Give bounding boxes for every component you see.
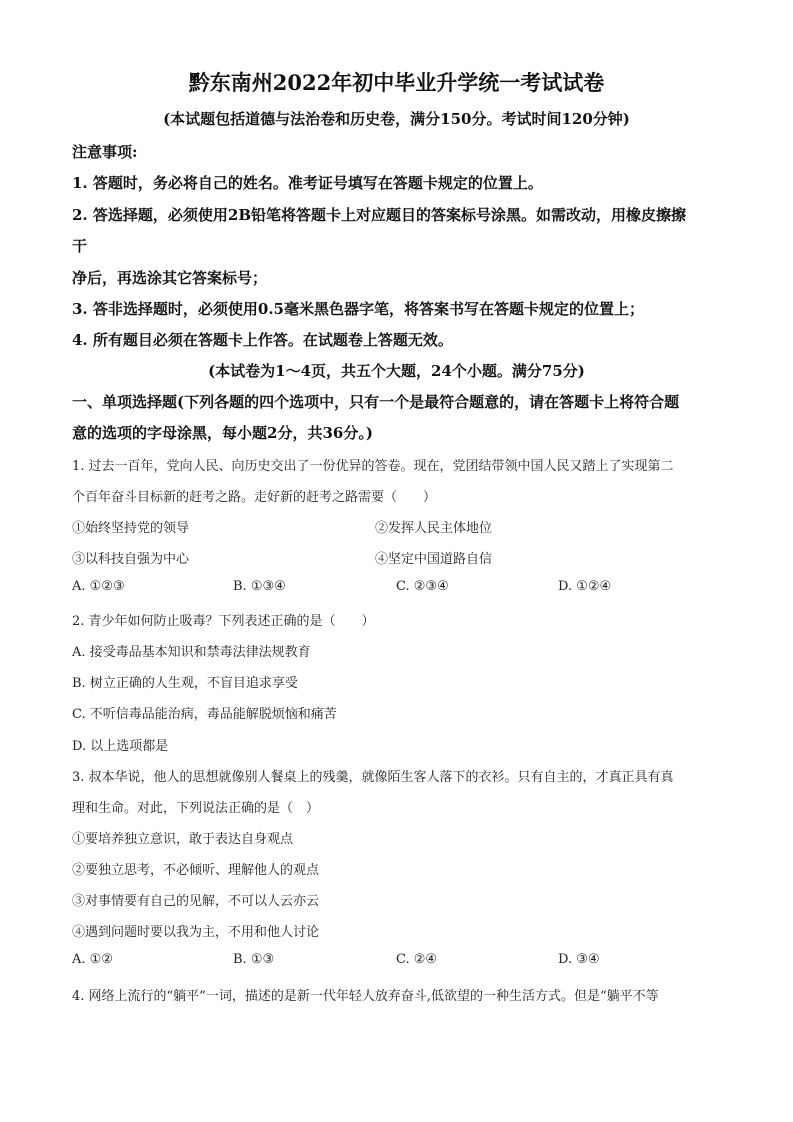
statement-item: ②要独立思考，不必倾听、理解他人的观点 xyxy=(72,863,320,878)
notice-item: 3. 答非选择题时，必须使用0.5毫米黑色器字笔，将答案书写在答题卡规定的位置上； xyxy=(72,300,644,318)
notice-item: 4. 所有题目必须在答题卡上作答。在试题卷上答题无效。 xyxy=(72,331,453,349)
choice-b: B. ①③④ xyxy=(233,579,286,594)
choice-b: B. 树立正确的人生观，不盲目追求享受 xyxy=(72,676,298,691)
choice-a: A. ①② xyxy=(72,952,113,967)
choice-c: C. ②③④ xyxy=(396,579,449,594)
statement-item: ①始终坚持党的领导 xyxy=(72,521,190,536)
notice-item: 干 xyxy=(72,237,88,255)
choice-d: D. 以上选项都是 xyxy=(72,739,169,754)
statement-item: ③以科技自强为中心 xyxy=(72,552,190,567)
notice-item: 净后，再选涂其它答案标号； xyxy=(72,269,268,287)
question-stem: 1. 过去一百年，党向人民、向历史交出了一份优异的答卷。现在，党团结带领中国人民又踏上了实现第二 xyxy=(72,459,674,474)
statement-item: ③对事情要有自己的见解，不可以人云亦云 xyxy=(72,894,320,909)
statement-item: ④坚定中国道路自信 xyxy=(375,552,493,567)
choice-c: C. ②④ xyxy=(396,952,438,967)
paper-info: (本试卷为1～4页，共五个大题，24个小题。满分75分) xyxy=(208,362,585,380)
choice-c: C. 不听信毒品能治病，毒品能解脱烦恼和痛苦 xyxy=(72,707,337,722)
choice-a: A. 接受毒品基本知识和禁毒法律法规教育 xyxy=(72,645,311,660)
notice-item: 2. 答选择题，必须使用2B铅笔将答题卡上对应题目的答案标号涂黑。如需改动，用橡皮擦擦 xyxy=(72,206,687,224)
question-stem: 3. 叔本华说，他人的思想就像别人餐桌上的残羹，就像陌生客人落下的衣衫。只有自主的，才真正具有真 xyxy=(72,770,674,785)
section-heading-cont: 意的选项的字母涂黑，每小题2分，共36分。) xyxy=(72,424,373,442)
statement-item: ④遇到问题时要以我为主，不用和他人讨论 xyxy=(72,925,320,940)
notice-heading: 注意事项: xyxy=(72,143,138,161)
question-stem: 4. 网络上流行的“躺平”一词，描述的是新一代年轻人放弃奋斗,低欲望的一种生活方式。但是“躺平不等 xyxy=(72,989,659,1004)
section-heading: 一、单项选择题(下列各题的四个选项中，只有一个是最符合题意的，请在答题卡上将符合题 xyxy=(72,393,680,411)
question-stem-cont: 理和生命。对此，下列说法正确的是（ ） xyxy=(72,801,320,816)
question-stem-cont: 个百年奋斗目标新的赶考之路。走好新的赶考之路需要（ ） xyxy=(72,490,437,505)
statement-item: ②发挥人民主体地位 xyxy=(375,521,493,536)
choice-b: B. ①③ xyxy=(233,952,275,967)
notice-item: 1. 答题时，务必将自己的姓名。准考证号填写在答题卡规定的位置上。 xyxy=(72,174,543,192)
choice-d: D. ①②④ xyxy=(558,579,612,594)
choice-a: A. ①②③ xyxy=(72,579,125,594)
question-stem: 2. 青少年如何防止吸毒？下列表述正确的是（ ） xyxy=(72,614,375,629)
choice-d: D. ③④ xyxy=(558,952,600,967)
page-title: 黔东南州2022年初中毕业升学统一考试试卷 xyxy=(188,70,605,95)
statement-item: ①要培养独立意识，敢于表达自身观点 xyxy=(72,832,294,847)
exam-subtitle: (本试题包括道德与法治卷和历史卷，满分150分。考试时间120分钟) xyxy=(163,110,630,128)
